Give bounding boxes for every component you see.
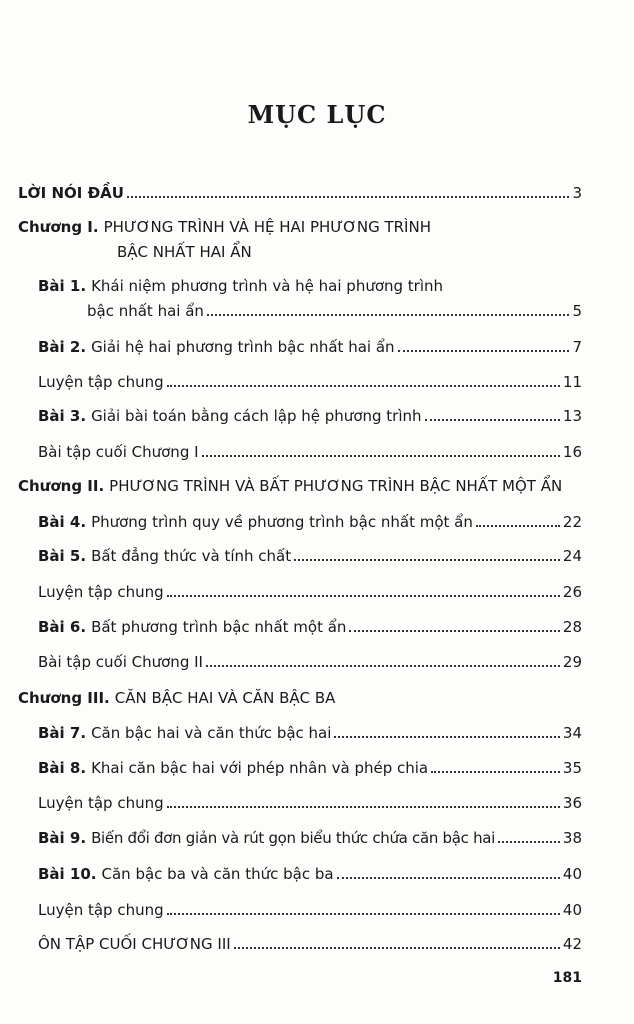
lesson-label: Bài 3. [38, 407, 87, 425]
toc-page-number: 40 [562, 901, 582, 919]
lesson-title: Bài tập cuối Chương I [38, 443, 199, 461]
toc-entry-bai-4[interactable] [38, 512, 582, 532]
lesson-title-continued: bậc nhất hai ẩn [87, 302, 204, 320]
toc-entry-on-tap[interactable] [38, 934, 582, 954]
leader-dots [398, 350, 569, 352]
lesson-title: ÔN TẬP CUỐI CHƯƠNG III [38, 935, 231, 953]
toc-entry-bai-5[interactable] [38, 546, 582, 566]
toc-page-number: 40 [562, 865, 582, 883]
toc-entry-bai-3[interactable] [38, 406, 582, 426]
toc-entry-luyen-tap-2[interactable] [38, 582, 582, 602]
leader-dots [498, 841, 560, 843]
chapter-label: Chương III. [18, 689, 110, 707]
leader-dots [167, 806, 560, 808]
toc-page-number: 38 [562, 829, 582, 847]
lesson-label: Bài 2. [38, 338, 87, 356]
leader-dots [349, 630, 559, 632]
toc-entry-bai-8[interactable] [38, 758, 582, 778]
lesson-title: Căn bậc ba và căn thức bậc ba [101, 865, 334, 883]
toc-page-number: 29 [562, 653, 582, 671]
chapter-title: CĂN BẬC HAI VÀ CĂN BẬC BA [114, 689, 336, 707]
lesson-label: Bài 10. [38, 865, 97, 883]
toc-entry-bai-tap-1[interactable] [38, 442, 582, 462]
toc-entry-bai-1[interactable] [38, 276, 443, 296]
chapter-label: Chương I. [18, 218, 99, 236]
lesson-title: Luyện tập chung [38, 901, 164, 919]
lesson-title: Luyện tập chung [38, 794, 164, 812]
toc-page-number: 13 [562, 407, 582, 425]
lesson-label: Bài 7. [38, 724, 87, 742]
toc-entry-bai-tap-2[interactable] [38, 652, 582, 672]
lesson-label: Bài 4. [38, 513, 87, 531]
lesson-title: Bất đẳng thức và tính chất [91, 547, 292, 565]
leader-dots [167, 595, 560, 597]
leader-dots [206, 665, 560, 667]
toc-entry-bai-7[interactable] [38, 723, 582, 743]
lesson-title: Căn bậc hai và căn thức bậc hai [91, 724, 332, 742]
leader-dots [334, 736, 559, 738]
lesson-label: Bài 6. [38, 618, 87, 636]
toc-page-number: 3 [572, 184, 582, 202]
leader-dots [127, 196, 569, 198]
lesson-title: Giải bài toán bằng cách lập hệ phương trình [91, 407, 422, 425]
lesson-label: Bài 5. [38, 547, 87, 565]
toc-page-number: 7 [572, 338, 582, 356]
chapter-title: PHƯƠNG TRÌNH VÀ BẤT PHƯƠNG TRÌNH BẬC NHẤT MỘT ẨN [109, 477, 563, 495]
lesson-title: Khái niệm phương trình và hệ hai phương trình [91, 277, 444, 295]
lesson-label: Bài 8. [38, 759, 87, 777]
toc-page-number: 34 [562, 724, 582, 742]
toc-entry-bai-9[interactable] [38, 828, 582, 848]
toc-chapter-3[interactable] [18, 688, 335, 708]
toc-page-number: 5 [572, 302, 582, 320]
toc-page-number: 42 [562, 935, 582, 953]
toc-page-number: 35 [562, 759, 582, 777]
toc-page-number: 26 [562, 583, 582, 601]
toc-entry-text: LỜI NÓI ĐẦU [18, 184, 124, 202]
leader-dots [337, 877, 560, 879]
leader-dots [167, 385, 560, 387]
lesson-title: Bài tập cuối Chương II [38, 653, 203, 671]
leader-dots [202, 455, 560, 457]
lesson-title: Biến đổi đơn giản và rút gọn biểu thức chứa căn bậc hai [91, 829, 496, 847]
leader-dots [207, 314, 569, 316]
toc-entry-luyen-tap-3[interactable] [38, 793, 582, 813]
lesson-title: Luyện tập chung [38, 583, 164, 601]
leader-dots [167, 913, 560, 915]
toc-entry-bai-6[interactable] [38, 617, 582, 637]
leader-dots [425, 419, 560, 421]
lesson-label: Bài 1. [38, 277, 87, 295]
page-title: MỤC LỤC [247, 100, 387, 129]
lesson-label: Bài 9. [38, 829, 87, 847]
toc-page-number: 11 [562, 373, 582, 391]
lesson-title: Khai căn bậc hai với phép nhân và phép chia [91, 759, 429, 777]
toc-entry-bai-2[interactable] [38, 337, 582, 357]
leader-dots [476, 525, 560, 527]
lesson-title: Giải hệ hai phương trình bậc nhất hai ẩn [91, 338, 395, 356]
leader-dots [234, 947, 560, 949]
toc-page-number: 22 [562, 513, 582, 531]
toc-page-number: 16 [562, 443, 582, 461]
toc-entry-luyen-tap-1[interactable] [38, 372, 582, 392]
lesson-title: Phương trình quy về phương trình bậc nhất một ẩn [91, 513, 473, 531]
leader-dots [431, 771, 560, 773]
chapter-title-continued: BẬC NHẤT HAI ẨN [117, 243, 252, 261]
lesson-title: Luyện tập chung [38, 373, 164, 391]
chapter-title: PHƯƠNG TRÌNH VÀ HỆ HAI PHƯƠNG TRÌNH [103, 218, 431, 236]
toc-page-number: 24 [562, 547, 582, 565]
toc-page-number: 36 [562, 794, 582, 812]
toc-entry-bai-10[interactable] [38, 864, 582, 884]
toc-entry-luyen-tap-4[interactable] [38, 900, 582, 920]
toc-entry-bai-1-cont[interactable] [87, 301, 582, 321]
toc-chapter-2[interactable] [18, 476, 562, 496]
page-number: 181 [552, 970, 582, 986]
leader-dots [294, 559, 560, 561]
lesson-title: Bất phương trình bậc nhất một ẩn [91, 618, 347, 636]
toc-page-number: 28 [562, 618, 582, 636]
chapter-label: Chương II. [18, 477, 105, 495]
toc-chapter-1[interactable] [18, 217, 431, 237]
toc-entry-preface[interactable] [18, 183, 582, 203]
